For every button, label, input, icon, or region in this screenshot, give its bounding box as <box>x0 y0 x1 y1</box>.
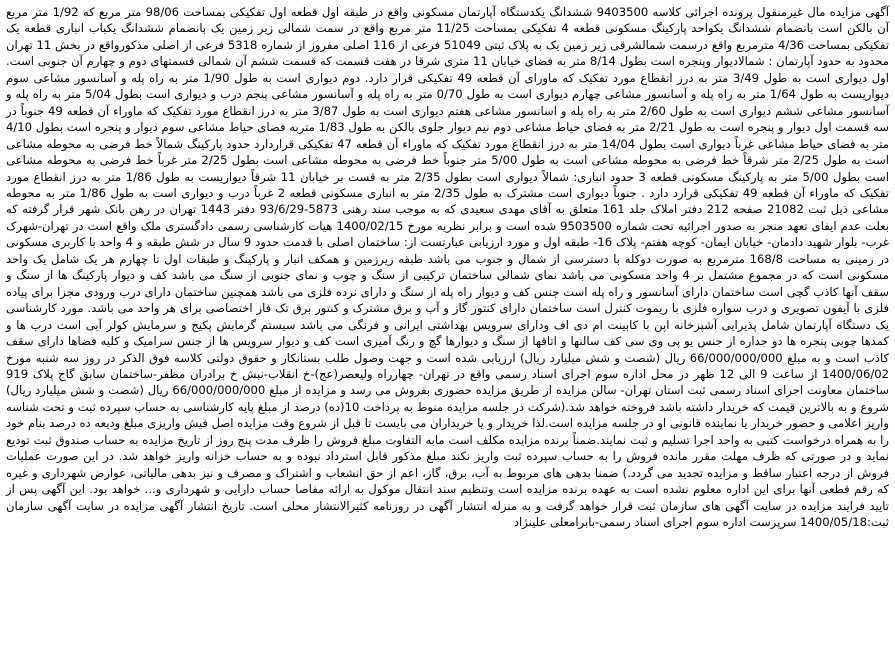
auction-notice-body: آگهی مزایده مال غیرمنقول پرونده اجرائی کلاسه 9403500 ششدانگ یکدستگاه آپارتمان مسکونی واقع در طبقه اول قطعه اول تفکیکی بمساحت 98/06 متر مربع که 1/92 متر مربع آن بالکن است بانضمام ششدانگ یکواحد پارکینگ مسکونی قطعه 4 تفکیکی بمساحت 11/25 متر مربع واقع در سمت شمالی زیر زمین یک بانضمام ششدانگ یکباب انباری قطعه یک تفکیکی بمساحت 4/36 مترمربع واقع درسمت شمالشرقی زیر زمین یک به پلاک ثبتی 51049 فرعی از 116 اصلی مفروز از شماره 5318 فرعی از اصلی مذکورواقع در بخش 11 تهران محدود به حدود آپارتمان : شمالادیوار وپنجره است بطول 8/14 متر به فضای خیابان 11 متری شرقا در هفت قسمت که قسمت ششم آن شمالی قسمتهای دوم و چهارم آن جنوبی است. اول دیواری است به طول 3/49 متر به درز انقطاع مورد تفکیک که ماورای آن قطعه 49 تفکیکی قرار دارد. دوم دیواری است به طول 1/90 متر به راه پله و آسانسور مشاعی سوم دیواریست به طول 1/64 متر به راه پله و آسانسور مشاعی چهارم دیواری است به طول 0/70 متر به راه پله و آسانسور مشاعی پنجم درب و دیواری است بطول 5/04 متر به راه پله و آسانسور مشاعی ششم دیواری است به طول 2/60 متر به راه پله و اسانسور مشاعی هفتم دیواری است به طول 3/87 متر به درز انقطاع مورد تفکیک که ماوراء آن قطعه 49 جنوباً در سه قسمت اول دیوار و پنجره است به طول 2/21 متر به فضای حیاط مشاعی دوم نیم دیوار جلوی بالکن به طول 1/83 متربه فضای حیاط مشاعی سوم دیوار و پنجره است بطول 4/10 متر به فضای حیاط مشاعی غرباً دیواری است بطول 14/04 متر به درز انقطاع مورد تفکیک که ماوراء آن قطعه 47 تفکیکی قراردارد حدود پارکینگ شمالاً خط فرضی به محوطه مشاعی است به طول 2/25 متر شرقاً خط فرضی به محوطه مشاعی است به طول 5/00 متر جنوباً خط فرضی به محوطه مشاعی است بطول 2/25 متر غرباً خط فرضی به محوطه مشاعی است بطول 5/00 متر به پارکینگ مسکونی قطعه 3 حدود انباری: شمالاً دیواری است بطول 2/35 متر به قست بر خیابان 11 شرقاً دیواریست به طول 1/86 متر به درز انقطاع مورد تفکیک که ماوراء آن قطعه 49 تفکیکی قرارد دارد . جنوباً دیواری است مشترک به طول 2/35 متر به انباری مسکونی قطعه 2 غرباً درب و دیواری است به طول 1/86 متر به محوطه مشاعی ذیل ثبت 21082 صفحه 212 دفتر املاک جلد 161 متعلق به آقای مهدی سعیدی که به موجب سند رهنی 5873-93/6/29 دفتر 1443 تهران در رهن بانک شهر قرار گرفته که بعلت عدم ایفای تعهد منجر به صدور اجرائیه تحت شماره 9503500 شده است و برابر نظریه مورخ 1400/02/15 هیات کارشناسی رسمی دادگستری ملک واقع است در تهران-شهرک غرب- بلوار شهید دادمان- خیابان ایمان- کوچه هفتم- پلاک 16- طبقه اول و مورد ارزیابی عبارتست از: ساختمان اصلی با قدمت حدود 9 سال در شش طبقه و 4 واحد با کاربری مسکونی در زمینی به مساحت 168/8 مترمربع به صورت دوکله با دسترسی از شمال و جنوب می باشد طبقه زیرزمین و همکف انبار و پارکینگ و طبقات اول تا چهارم هر یک شامل یک واحد مسکونی است که در مجموع مشتمل بر 4 واحد مسکونی می باشد نمای شمالی ساختمان ترکیبی از سنگ و چوب و نمای جنوبی از سنگ می باشد کف و دیوار پارکینگ ها از سنگ و سقف آنها کاذب گچی است ساختمان دارای آسانسور و راه پله است جنس کف و دیوار راه پله از سنگ و دارای نرده فلزی می باشد همچنین ساختمان دارای درب ورودی مجزا برای پیاده فلزی با آیفون تصویری و درب سواره فلزی با ریموت کنترل است ساختمان دارای کنتور گاز و آب و برق مشترک و کنتور برق تک فاز اختصاصی برای هر واحد می باشد. مورد کارشناسی یک دستگاه آپارتمان شامل پذیرایی آشپزخانه اپن با کابینت ام دی اف ودارای سرویس بهداشتی ایرانی و فرنگی می باشد سیستم گرمایش پکیج و سرمایش کولر آبی است درب ها و کمدها چوبی پنجره ها دو جداره از جنس یو پی وی سی کف سالنها و اتاقها از سنگ و دیوارها گچ و رنگ آمیزی است کف و دیوار سرویس ها از جنس سرامیک و کلیه فضاها دارای سقف کاذب است و به مبلغ 66/000/000/000 ریال (شصت و شش میلیارد ریال) ارزیابی شده است و جهت وصول طلب بستانکار و حقوق دولتی کلاسه فوق الذکر در روز سه شنبه مورخ 1400/06/02 از ساعت 9 الی 12 ظهر در محل اداره سوم اجرای اسناد رسمی واقع در تهران- چهارراه ولیعصر(عج)-خ انقلاب-نبش خ برادران مظفر-ساختمان سابق گاج پلاک 919 ساختمان معاونت اجرای اسناد رسمی ثبت استان تهران- سالن مزایده از طریق مزایده حضوری بفروش می رسد و مزایده از مبلغ 66/000/000/000 ریال (شصت و شش میلیارد ریال) شروع و به بالاترین قیمت که خریدار داشته باشد فروخته خواهد شد.(شرکت در جلسه مزایده منوط به پرداخت 10(ده) درصد از مبلغ پایه کارشناسی به حساب سپرده ثبت و تحت شناسه واریز اعلامی و حضور خریدار یا نماینده قانونی او در جلسه مزایده است.لذا خریدار و یا خریداران می بایست تا قبل از شروع وقت مزایده اصل فیش واریزی مبلغ ودیعه ده درصد بنام خود را به همراه درخواست کتبی به واحد اجرا تسلیم و ثبت نمایند.ضمناً برنده مزایده مکلف است مابه التفاوت مبلغ فروش را ظرف مدت پنج روز از تاریخ مزایده به حساب صندوق ثبت تودیع نماید و در صورتی که ظرف مهلت مقرر مانده فروش را به حساب سپرده ثبت واریز نکند مبلغ مذکور قابل استرداد نبوده و به حساب خزانه واریز خواهد شد. در این صورت عملیات فروش از درجه اعتبار ساقط و مزایده تجدید می گردد.) ضمنا بدهی های مربوط به آب، برق، گاز، اعم از حق انشعاب و اشتراک و مصرف و نیز بدهی مالیاتی، عوارض شهرداری و غیره که رقم قطعی آنها برای این اداره معلوم نشده است به عهده برنده مزایده است وتنظیم سند انتقال موکول به ارائه مفاصا حساب دارایی و شهرداری و... خواهد بود. این آگهی پس از تایید فرایند مزایده در سایت آگهی های سازمان ثبت قرار خواهد گرفت و به منزله انتشار آگهی در روزنامه کثیرالانتشار محلی است. تاریخ انتشار آگهی مزایده در سایت آگهی سازمان ثبت:1400/05/18 سرپرست اداره سوم اجرای اسناد رسمی-بابرامعلی علینژاد <box>5 5 890 530</box>
